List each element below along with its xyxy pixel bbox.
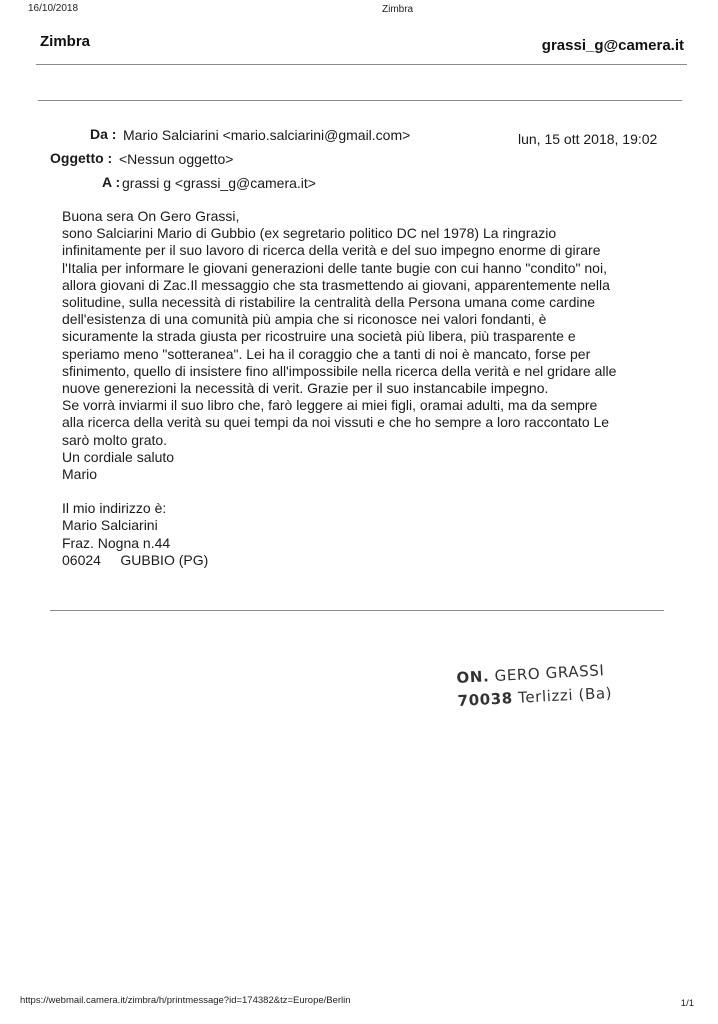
from-label: Da : — [90, 126, 117, 142]
page-number: 1/1 — [680, 998, 694, 1009]
body-line-blank — [62, 483, 616, 500]
body-line: 06024 GUBBIO (PG) — [62, 551, 209, 568]
message-date: lun, 15 ott 2018, 19:02 — [518, 131, 658, 147]
app-name: Zimbra — [40, 33, 91, 50]
subject-label: Oggetto : — [50, 150, 113, 166]
body-line: Mario — [62, 466, 98, 483]
body-line: sfinimento, quello di insistere fino all'impossibile nella ricerca della verità e nel gridare alle — [62, 362, 617, 379]
account-email: grassi_g@camera.it — [541, 37, 684, 54]
top-divider — [36, 64, 687, 65]
stamp-name: GERO GRASSI — [494, 661, 605, 685]
body-line: sicuramente la strada giusta per ricostruire una società più libera, più trasparente e — [62, 328, 576, 345]
body-line: allora giovani di Zac.Il messaggio che sta trasmettendo ai giovani, apparentemente nella — [62, 276, 610, 293]
body-line: l'Italia per informare le giovani generazioni delle tante bugie con cui hanno "condito" noi, — [62, 259, 607, 276]
body-line: sono Salciarini Mario di Gubbio (ex segretario politico DC nel 1978) La ringrazio — [62, 225, 557, 242]
body-line: infinitamente per il suo lavoro di ricerca della verità e del suo impegno enorme di girare — [62, 242, 601, 259]
body-line: Mario Salciarini — [62, 517, 158, 534]
body-line: Fraz. Nogna n.44 — [62, 534, 171, 551]
print-page-title: Zimbra — [382, 4, 414, 15]
print-date: 16/10/2018 — [28, 3, 79, 14]
to-label: A : — [102, 174, 121, 190]
body-line: speriamo meno "sotteranea". Lei ha il coraggio che a tanti di noi è mancato, forse per — [62, 345, 591, 362]
body-divider — [50, 610, 664, 611]
header-divider — [38, 100, 682, 101]
stamp-city: Terlizzi (Ba) — [517, 683, 613, 707]
body-line: dell'esistenza di una comunità più ampia che si riconosce nei valori fondanti, è — [62, 311, 547, 328]
stamp-postcode: 70038 — [457, 689, 514, 710]
body-line: sarò molto grato. — [62, 431, 168, 448]
body-line: Buona sera On Gero Grassi, — [62, 208, 240, 224]
body-line: Se vorrà inviarmi il suo libro che, farò leggere ai miei figli, oramai adulti, ma da sempre — [62, 397, 598, 414]
print-url: https://webmail.camera.it/zimbra/h/printmessage?id=174382&tz=Europe/Berlin — [20, 995, 351, 1006]
to-value: grassi g <grassi_g@camera.it> — [122, 175, 316, 191]
body-line: alla ricerca della verità su quei tempi da noi vissuti e che ho sempre a loro raccontato Le — [62, 414, 610, 431]
body-line: solitudine, sulla necessità di ristabilire la centralità della Persona umana come cardine — [62, 294, 596, 311]
body-line: Un cordiale saluto — [62, 448, 175, 465]
message-body — [62, 208, 616, 569]
address-stamp — [456, 661, 613, 710]
body-line: nuove generezioni la necessità di verit. Grazie per il suo instancabile impegno. — [62, 380, 549, 397]
body-line: Il mio indirizzo è: — [62, 500, 167, 517]
stamp-title: ON. — [456, 667, 490, 687]
subject-value: <Nessun oggetto> — [119, 151, 234, 167]
from-value: Mario Salciarini <mario.salciarini@gmail.com> — [123, 127, 411, 143]
